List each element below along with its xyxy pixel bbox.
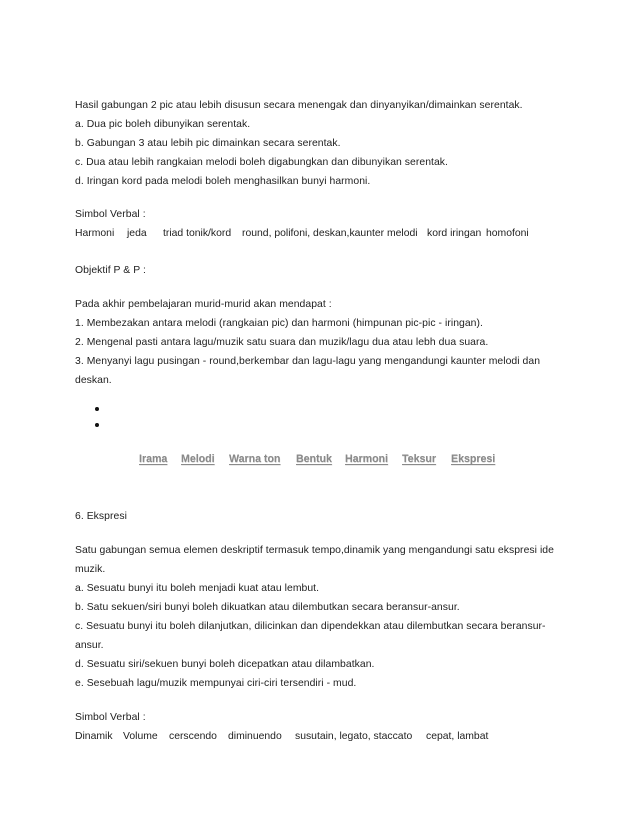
harmoni-point-c: c. Dua atau lebih rangkaian melodi boleh digabungkan dan dibunyikan serentak. — [75, 157, 448, 168]
ekspresi-intro-line-1: Satu gabungan semua elemen deskriptif termasuk tempo,dinamik yang mengandungi satu ekspresi ide — [75, 545, 554, 556]
ekspresi-point-e: e. Sesebuah lagu/muzik mempunyai ciri-ciri tersendiri - mud. — [75, 678, 357, 689]
harmoni-point-d: d. Iringan kord pada melodi boleh menghasilkan bunyi harmoni. — [75, 176, 371, 187]
simbol-verbal-heading-2: Simbol Verbal : — [75, 712, 146, 723]
simbol-term: triad tonik/kord — [163, 228, 232, 239]
nav-link-bentuk[interactable]: Bentuk — [296, 453, 332, 465]
ekspresi-point-c-cont: ansur. — [75, 640, 104, 651]
ekspresi-point-a: a. Sesuatu bunyi itu boleh menjadi kuat atau lembut. — [75, 583, 320, 594]
nav-link-harmoni[interactable]: Harmoni — [345, 453, 388, 465]
ekspresi-title: 6. Ekspresi — [75, 511, 127, 522]
ekspresi-point-b: b. Satu sekuen/siri bunyi boleh dikuatkan atau dilembutkan secara beransur-ansur. — [75, 602, 460, 613]
simbol-verbal-terms-1 — [75, 227, 545, 241]
simbol-term: Dinamik — [75, 731, 113, 742]
ekspresi-intro-line-2: muzik. — [75, 564, 106, 575]
nav-link-ekspresi[interactable]: Ekspresi — [451, 453, 496, 465]
objektif-item-1: 1. Membezakan antara melodi (rangkaian pic) dan harmoni (himpunan pic-pic - iringan). — [75, 318, 483, 329]
objektif-item-3: 3. Menyanyi lagu pusingan - round,berkembar dan lagu-lagu yang mengandungi kaunter melodi dan — [75, 356, 541, 367]
bullet-marker — [95, 407, 99, 411]
simbol-verbal-terms-2 — [75, 730, 505, 744]
objektif-heading: Objektif P & P : — [75, 265, 146, 276]
simbol-term: Volume — [123, 731, 158, 742]
simbol-term: round, polifoni, deskan,kaunter melodi — [242, 228, 418, 239]
nav-link-teksur[interactable]: Teksur — [402, 453, 436, 465]
objektif-intro: Pada akhir pembelajaran murid-murid akan mendapat : — [75, 299, 332, 310]
ekspresi-point-c: c. Sesuatu bunyi itu boleh dilanjutkan, dilicinkan dan dipendekkan atau dilembutkan secara beransur- — [75, 621, 546, 632]
harmoni-point-a: a. Dua pic boleh dibunyikan serentak. — [75, 119, 251, 130]
simbol-term: cepat, lambat — [426, 731, 489, 742]
element-nav-links — [0, 453, 638, 469]
simbol-term: homofoni — [486, 228, 529, 239]
simbol-term: cerscendo — [169, 731, 217, 742]
harmoni-intro: Hasil gabungan 2 pic atau lebih disusun secara menengak dan dinyanyikan/dimainkan serentak. — [75, 100, 523, 111]
objektif-item-3-cont: deskan. — [75, 375, 112, 386]
simbol-term: diminuendo — [228, 731, 282, 742]
simbol-term: Harmoni — [75, 228, 115, 239]
bullet-marker — [95, 423, 99, 427]
nav-link-melodi[interactable]: Melodi — [181, 453, 215, 465]
simbol-term: kord iringan — [427, 228, 482, 239]
simbol-term: susutain, legato, staccato — [295, 731, 413, 742]
simbol-verbal-heading-1: Simbol Verbal : — [75, 209, 146, 220]
simbol-term: jeda — [127, 228, 147, 239]
nav-link-irama[interactable]: Irama — [139, 453, 168, 465]
nav-link-warna-ton[interactable]: Warna ton — [229, 453, 281, 465]
objektif-item-2: 2. Mengenal pasti antara lagu/muzik satu suara dan muzik/lagu dua atau lebh dua suara. — [75, 337, 489, 348]
ekspresi-point-d: d. Sesuatu siri/sekuen bunyi boleh dicepatkan atau dilambatkan. — [75, 659, 375, 670]
harmoni-point-b: b. Gabungan 3 atau lebih pic dimainkan secara serentak. — [75, 138, 341, 149]
